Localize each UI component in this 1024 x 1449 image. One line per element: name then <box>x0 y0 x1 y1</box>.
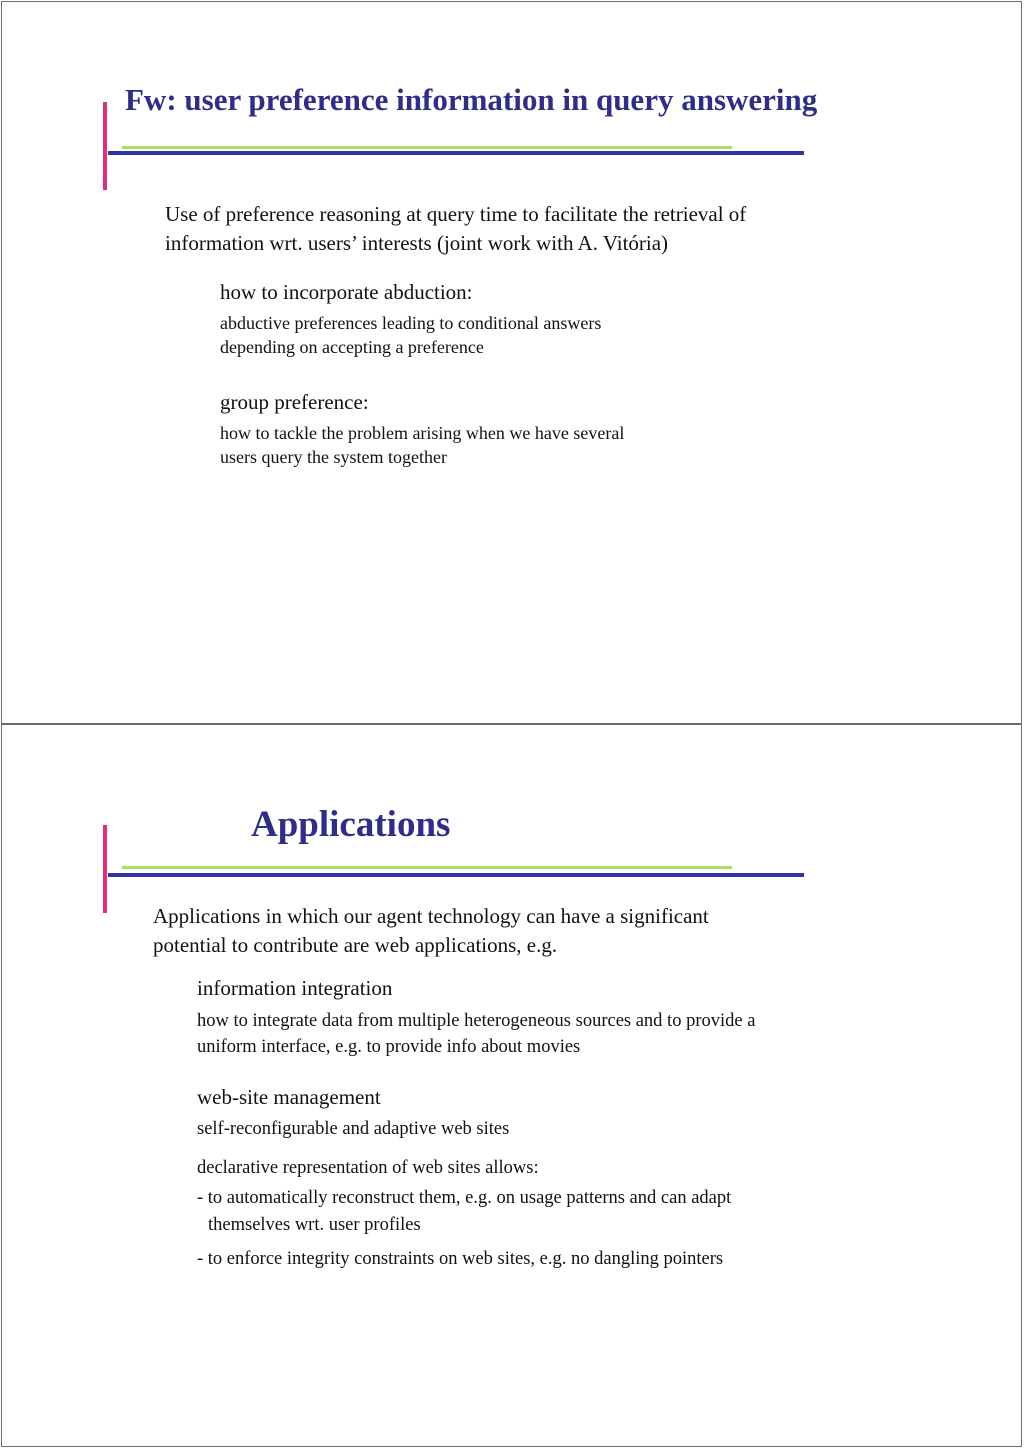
section-heading-group-preference: group preference: <box>220 390 369 414</box>
title-underline-green <box>122 146 732 149</box>
intro-line-2: information wrt. users’ interests (joint work with A. Vitória) <box>165 231 669 255</box>
bullet-item-continuation: themselves wrt. user profiles <box>208 1215 421 1235</box>
title-underline-blue <box>108 151 804 155</box>
slide-1 <box>1 1 1022 724</box>
title-accent-bar <box>103 102 107 190</box>
section-text-line: how to integrate data from multiple heterogeneous sources and to provide a <box>197 1011 756 1031</box>
title-underline-green <box>122 866 732 869</box>
section-text-line: depending on accepting a preference <box>220 337 484 357</box>
intro-line-2: potential to contribute are web applications, e.g. <box>153 933 558 957</box>
title-underline-blue <box>108 873 804 877</box>
section-heading-web-site-management: web-site management <box>197 1085 381 1109</box>
section-heading-abduction: how to incorporate abduction: <box>220 280 473 304</box>
intro-line-1: Use of preference reasoning at query time to facilitate the retrieval of <box>165 202 747 226</box>
bullet-item: - to automatically reconstruct them, e.g. on usage patterns and can adapt <box>197 1188 732 1208</box>
intro-line-1: Applications in which our agent technology can have a significant <box>153 904 709 928</box>
section-heading-information-integration: information integration <box>197 976 393 1000</box>
bullet-item: - to enforce integrity constraints on web sites, e.g. no dangling pointers <box>197 1249 724 1269</box>
slide-2 <box>1 724 1022 1447</box>
section-text-line: uniform interface, e.g. to provide info about movies <box>197 1037 581 1057</box>
section-text-line: self-reconfigurable and adaptive web sites <box>197 1119 510 1139</box>
slide-title: Applications <box>251 804 451 845</box>
title-accent-bar <box>103 825 107 913</box>
section-text-line: how to tackle the problem arising when we have several <box>220 423 625 443</box>
section-text-line: users query the system together <box>220 447 447 467</box>
slide-title: Fw: user preference information in query answering <box>125 82 818 117</box>
section-text-line: abductive preferences leading to conditional answers <box>220 313 602 333</box>
section-text-line: declarative representation of web sites allows: <box>197 1158 539 1178</box>
